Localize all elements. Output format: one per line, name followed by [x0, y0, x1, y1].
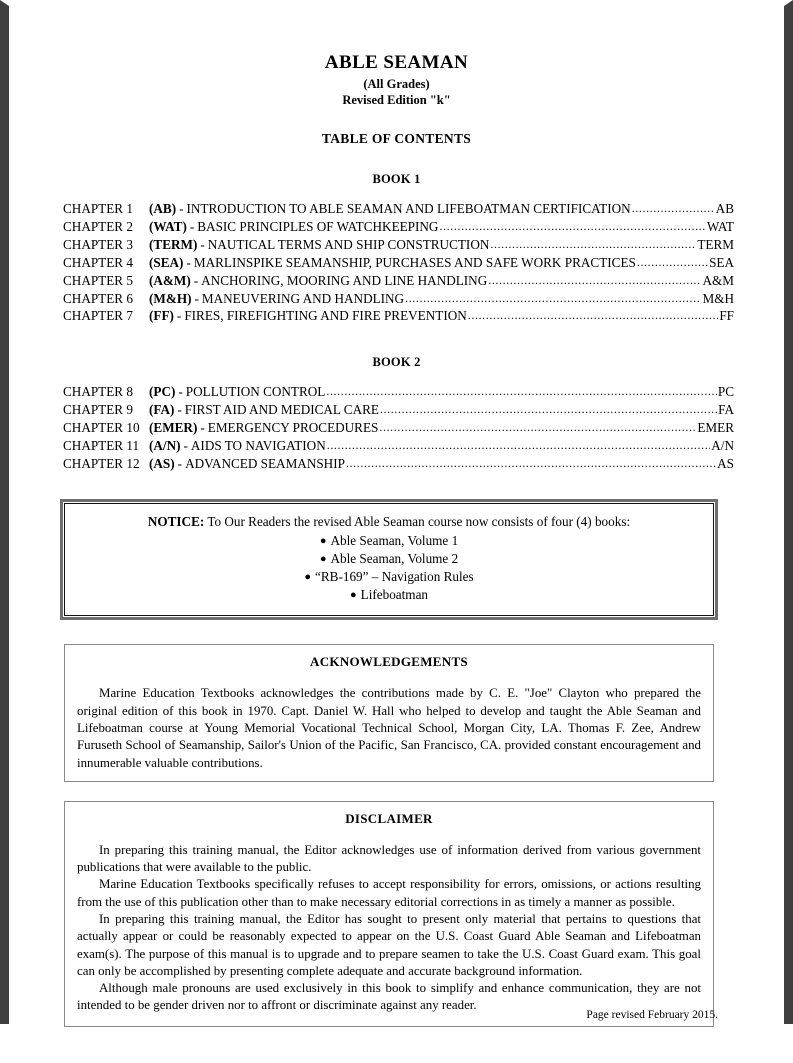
toc-chapter-number: CHAPTER 2 — [63, 219, 133, 235]
book-1-heading: BOOK 1 — [372, 172, 421, 187]
toc-chapter-number: CHAPTER 12 — [63, 455, 140, 471]
disclaimer-panel — [64, 801, 714, 1027]
acknowledgements-heading: ACKNOWLEDGEMENTS — [310, 654, 468, 670]
toc-dash: - — [189, 219, 195, 235]
book-1-toc-list — [55, 200, 738, 325]
toc-entry[interactable] — [63, 254, 734, 272]
toc-entry-title: ADVANCED SEAMANSHIP — [185, 455, 345, 471]
toc-dash: - — [194, 290, 199, 306]
toc-entry-title: EMERGENCY PROCEDURES — [207, 419, 379, 435]
disclaimer-paragraph: In preparing this training manual, the Editor acknowledges use of information derived from various government publications that were available to the public. — [77, 842, 701, 875]
toc-dot-leader — [490, 237, 696, 253]
toc-dot-leader — [405, 291, 701, 307]
toc-chapter-code: (EMER) — [149, 419, 198, 435]
toc-page-reference: PC — [717, 384, 734, 400]
toc-page-reference: WAT — [706, 219, 734, 235]
toc-chapter-code: (WAT) — [149, 219, 187, 235]
toc-chapter-number: CHAPTER 5 — [63, 272, 133, 288]
notice-item — [75, 532, 703, 550]
toc-entry[interactable] — [63, 272, 734, 290]
table-of-contents-heading: TABLE OF CONTENTS — [321, 131, 472, 147]
toc-dash: - — [177, 402, 182, 418]
toc-chapter-code: (AS) — [149, 455, 175, 471]
toc-chapter-number: CHAPTER 4 — [63, 254, 133, 270]
acknowledgements-body: Marine Education Textbooks acknowledges the contributions made by C. E. "Joe" Clayton who prepared the original edition of this book in 1970. Capt. Daniel W. Hall who helped to develop and taught the Able Seaman and Lifeboatman course at Young Memorial Vocational Technical School, Morgan City, LA. Thomas F. Zee, Andrew Furuseth School of Seamanship, Sailor's Union of the Pacific, San Francisco, CA. provided constant encouragement and innumerable valuable contributions. — [77, 686, 701, 770]
toc-page-reference: FF — [719, 308, 734, 324]
book-2-heading: BOOK 2 — [372, 355, 421, 370]
toc-page-reference: AB — [715, 201, 734, 217]
toc-entry[interactable] — [63, 218, 734, 236]
toc-entry[interactable] — [63, 383, 734, 401]
toc-page-reference: A&M — [702, 272, 734, 288]
toc-dash: - — [200, 419, 205, 435]
toc-entry[interactable] — [63, 236, 734, 254]
toc-entry-title: FIRST AID AND MEDICAL CARE — [184, 402, 379, 418]
toc-entry-title: MARLINSPIKE SEAMANSHIP, PURCHASES AND SAFE WORK PRACTICES — [193, 254, 636, 270]
notice-item-label: Able Seaman, Volume 2 — [330, 551, 459, 567]
toc-entry-title: NAUTICAL TERMS AND SHIP CONSTRUCTION — [207, 237, 490, 253]
toc-entry-title: ANCHORING, MOORING AND LINE HANDLING — [201, 272, 488, 288]
document-page — [9, 52, 784, 1063]
toc-chapter-number: CHAPTER 3 — [63, 237, 133, 253]
toc-dash: - — [176, 308, 182, 324]
toc-dash: - — [193, 272, 199, 288]
disclaimer-paragraph: In preparing this training manual, the Editor has sought to present only material that pertains to questions that actually appear or could be reasonably expected to appear on the U.S. Coast Guard Able Seaman and Lifeboatman exam(s). The purpose of this manual is to upgrade and to prepare seamen to take the U.S. Coast Guard exam. This goal can only be accomplished by presenting complete adequate and accurate background information. — [77, 912, 701, 978]
toc-chapter-code: (M&H) — [149, 290, 192, 306]
toc-entry[interactable] — [63, 307, 734, 325]
toc-entry-title: AIDS TO NAVIGATION — [190, 437, 326, 453]
document-edition: Revised Edition "k" — [342, 93, 451, 108]
toc-entry[interactable] — [63, 455, 734, 473]
disclaimer-heading: DISCLAIMER — [345, 810, 433, 826]
toc-chapter-code: (AB) — [149, 201, 177, 217]
toc-dot-leader — [379, 420, 696, 436]
toc-chapter-code: (A/N) — [149, 437, 181, 453]
toc-page-reference: AS — [717, 455, 734, 471]
notice-item — [75, 586, 703, 604]
notice-lead-text — [75, 513, 703, 531]
toc-chapter-number: CHAPTER 6 — [63, 290, 133, 306]
bullet-icon: ● — [319, 534, 327, 547]
toc-chapter-number: CHAPTER 11 — [63, 437, 140, 453]
toc-chapter-number: CHAPTER 1 — [63, 201, 133, 217]
toc-entry-title: POLLUTION CONTROL — [185, 384, 326, 400]
toc-dot-leader — [637, 255, 708, 271]
bullet-icon: ● — [319, 552, 327, 565]
toc-dot-leader — [380, 402, 717, 418]
toc-page-reference: EMER — [697, 419, 734, 435]
notice-item-label: Lifeboatman — [360, 587, 429, 603]
document-title: ABLE SEAMAN — [324, 52, 469, 73]
toc-dot-leader — [346, 456, 716, 472]
acknowledgements-panel — [64, 644, 714, 781]
toc-dot-leader — [327, 438, 711, 454]
notice-item — [75, 568, 703, 586]
toc-dot-leader — [468, 308, 719, 324]
toc-chapter-code: (FF) — [149, 308, 174, 324]
toc-dot-leader — [632, 201, 715, 217]
toc-dash: - — [179, 201, 184, 217]
toc-chapter-number: CHAPTER 10 — [63, 419, 140, 435]
toc-chapter-number: CHAPTER 8 — [63, 384, 133, 400]
toc-dash: - — [178, 384, 183, 400]
toc-page-reference: TERM — [697, 237, 734, 253]
bullet-icon: ● — [304, 570, 312, 583]
toc-chapter-code: (A&M) — [149, 272, 191, 288]
toc-page-reference: M&H — [702, 290, 734, 306]
toc-chapter-code: (PC) — [149, 384, 176, 400]
disclaimer-paragraph: Marine Education Textbooks specifically refuses to accept responsibility for errors, omissions, or actions resulting from the use of this publication other than to make necessary editorial corrections in as timely a manner as possible. — [77, 877, 701, 909]
toc-dash: - — [200, 237, 205, 253]
toc-page-reference: A/N — [711, 437, 734, 453]
toc-dash: - — [177, 455, 183, 471]
notice-item — [75, 550, 703, 568]
toc-entry[interactable] — [63, 419, 734, 437]
page-revision-footer: Page revised February 2015. — [586, 1009, 718, 1021]
toc-dot-leader — [439, 219, 705, 235]
bullet-icon: ● — [349, 588, 357, 601]
toc-chapter-code: (SEA) — [149, 254, 184, 270]
notice-item-label: Able Seaman, Volume 1 — [330, 533, 459, 549]
toc-entry-title: MANEUVERING AND HANDLING — [201, 290, 405, 306]
toc-entry-title: FIRES, FIREFIGHTING AND FIRE PREVENTION — [184, 308, 467, 324]
toc-dash: - — [186, 254, 191, 270]
toc-dot-leader — [326, 384, 717, 400]
toc-chapter-number: CHAPTER 9 — [63, 402, 133, 418]
notice-label: NOTICE: — [147, 514, 205, 530]
notice-item-label: “RB-169” – Navigation Rules — [315, 569, 474, 585]
toc-entry[interactable] — [63, 290, 734, 308]
notice-item-list — [75, 532, 703, 604]
toc-chapter-code: (FA) — [149, 402, 175, 418]
toc-entry-title: BASIC PRINCIPLES OF WATCHKEEPING — [197, 219, 439, 235]
toc-entry[interactable] — [63, 200, 734, 218]
toc-chapter-code: (TERM) — [149, 237, 198, 253]
toc-entry[interactable] — [63, 437, 734, 455]
notice-box — [64, 503, 714, 616]
disclaimer-body — [77, 842, 701, 1015]
book-2-toc-list — [55, 383, 738, 472]
toc-dash: - — [183, 437, 188, 453]
toc-entry[interactable] — [63, 401, 734, 419]
toc-chapter-number: CHAPTER 7 — [63, 308, 133, 324]
toc-page-reference: SEA — [709, 254, 734, 270]
disclaimer-paragraph: Although male pronouns are used exclusively in this book to simplify and enhance communication, they are not intended to be gender driven nor to affront or discriminate against any reader. — [77, 981, 701, 1013]
toc-entry-title: INTRODUCTION TO ABLE SEAMAN AND LIFEBOATMAN CERTIFICATION — [186, 201, 631, 217]
toc-dot-leader — [488, 273, 701, 289]
document-subtitle: (All Grades) — [363, 77, 430, 92]
toc-page-reference: FA — [718, 402, 734, 418]
notice-lead-rest: To Our Readers the revised Able Seaman course now consists of four (4) books: — [204, 514, 631, 530]
